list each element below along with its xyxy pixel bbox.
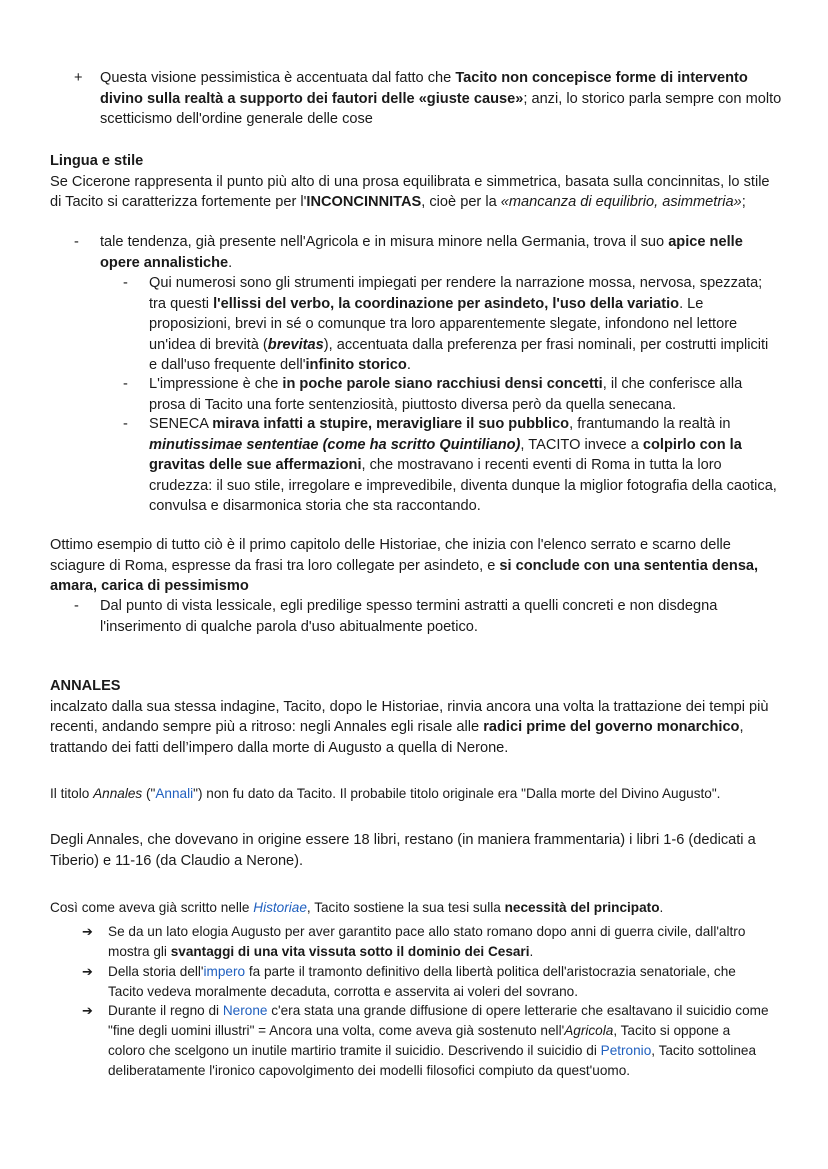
bold-text: Tacito non concepisce forme di intervento divino sulla realtà a supporto dei fautori delle «giuste cause» xyxy=(100,70,748,107)
section-heading: ANNALES xyxy=(50,678,121,694)
link-impero[interactable]: impero xyxy=(203,964,246,979)
dash-marker: - xyxy=(123,376,128,392)
sub-list-item-seneca: - SENECA mirava infatti a stupire, meravigliare il suo pubblico, frantumando la realtà in minutissimae sententiae (come ha scritto Quintiliano), TACITO invece a colpirlo con la gravitas delle sue affermazioni, che mostravano i recenti eventi di Roma in tutta la loro crudezza: il suo stile, irregolare e imprevedibile, diventa dunque la miglior fotografia della caotica, convulsa e disarmonica storia che sta raccontando. xyxy=(123,416,777,514)
list-item-lessico: - Dal punto di vista lessicale, egli predilige spesso termini astratti a quelli concreti e non disdegna l'inserimento di qualche parola d'uso abitualmente poetico. xyxy=(74,598,718,635)
paragraph: Se Cicerone rappresenta il punto più alto di una prosa equilibrata e simmetrica, basata sulla concinnitas, lo stile di Tacito si caratterizza fortemente per l'INCONCINNITAS, cioè per la «mancanza di equilibrio, asimmetria»; xyxy=(50,173,770,210)
list-item-intro xyxy=(74,68,784,130)
paragraph-cosi: Così come aveva già scritto nelle Historiae, Tacito sostiene la sua tesi sulla necessità del principato. xyxy=(50,900,664,915)
arrow-right-icon: ➔ xyxy=(82,924,93,939)
link-historiae[interactable]: Historiae xyxy=(253,900,307,915)
dash-marker: - xyxy=(74,598,79,614)
section-heading: Lingua e stile xyxy=(50,153,144,169)
text: ; anzi, lo storico parla sempre con molto scetticismo dell'ordine generale delle cose xyxy=(100,90,782,127)
arrow-right-icon: ➔ xyxy=(82,964,93,979)
paragraph: incalzato dalla sua stessa indagine, Tacito, dopo le Historiae, rinvia ancora una volta la trattazione dei tempi più recenti, andando sempre più a ritroso: negli Annales egli risale alle radici prime del governo monarchico, trattando dei fatti dell’impero dalla morte di Augusto a quella di Nerone. xyxy=(50,698,769,756)
dash-marker: - xyxy=(123,275,128,291)
link-petronio[interactable]: Petronio xyxy=(600,1043,652,1058)
arrow-item-nerone: ➔ Durante il regno di Nerone c'era stata una grande diffusione di opere letterarie che esaltavano il suicidio come "fine degli uomini illustri" = Ancora una volta, come aveva già sostenuto nell'Agricola, Tacito si oppone a coloro che scelgono un inutile martirio tramite il suicidio. Descrivendo il suicidio di Petronio, Tacito sottolinea deliberatamente l'ironico capovolgimento dei modelli filosofici compiuto da quest'uomo. xyxy=(82,1003,769,1078)
paragraph-titolo: Il titolo Annales ("Annali") non fu dato da Tacito. Il probabile titolo originale era "Dalla morte del Divino Augusto". xyxy=(50,786,721,801)
sub-list-item-impressione: - L'impressione è che in poche parole siano racchiusi densi concetti, il che conferisce alla prosa di Tacito una forte sentenziosità, piuttosto diversa però da quella senecana. xyxy=(123,376,743,413)
section-lingua-e-stile xyxy=(50,151,782,213)
dash-marker: - xyxy=(123,416,128,432)
plus-marker: + xyxy=(74,70,83,86)
link-annali[interactable]: Annali xyxy=(155,786,194,801)
arrow-item-impero: ➔ Della storia dell'impero fa parte il tramonto definitivo della libertà politica dell'aristocrazia senatoriale, che Tacito vedeva moralmente decaduta, corrotta e asservita ai voleri del sovrano. xyxy=(82,964,736,999)
arrow-item-augusto: ➔ Se da un lato elogia Augusto per aver garantito pace allo stato romano dopo anni di guerra civile, dall'altro mostra gli svantaggi di una vita vissuta sotto il dominio dei Cesari. xyxy=(82,924,746,959)
arrow-right-icon: ➔ xyxy=(82,1003,93,1018)
dash-marker: - xyxy=(74,234,79,250)
text: Questa visione pessimistica è accentuata dal fatto che xyxy=(100,70,456,86)
section-annales xyxy=(50,676,782,758)
link-nerone[interactable]: Nerone xyxy=(222,1003,268,1018)
paragraph-libri: Degli Annales, che dovevano in origine essere 18 libri, restano (in maniera frammentaria) i libri 1-6 (dedicati a Tiberio) e 11-16 (da Claudio a Nerone). xyxy=(50,832,756,869)
sub-list-item-strumenti: - Qui numerosi sono gli strumenti impiegati per rendere la narrazione mossa, nervosa, spezzata; tra questi l'ellissi del verbo, la coordinazione per asindeto, l'uso della variatio. Le proposizioni, brevi in sé o comunque tra loro apparentemente slegate, infondono nel lettore un'idea di brevità (brevitas), accentuata dalla preferenza per frasi nominali, per costrutti impliciti e dall'uso frequente dell'infinito storico. xyxy=(123,275,769,373)
list-item-tendenza: - tale tendenza, già presente nell'Agricola e in misura minore nella Germania, trova il suo apice nelle opere annalistiche. xyxy=(74,234,743,271)
paragraph-esempio: Ottimo esempio di tutto ciò è il primo capitolo delle Historiae, che inizia con l'elenco serrato e scarno delle sciagure di Roma, espresse da frasi tra loro collegate per asindeto, e si conclude con una sententia densa, amara, carica di pessimismo xyxy=(50,537,759,594)
